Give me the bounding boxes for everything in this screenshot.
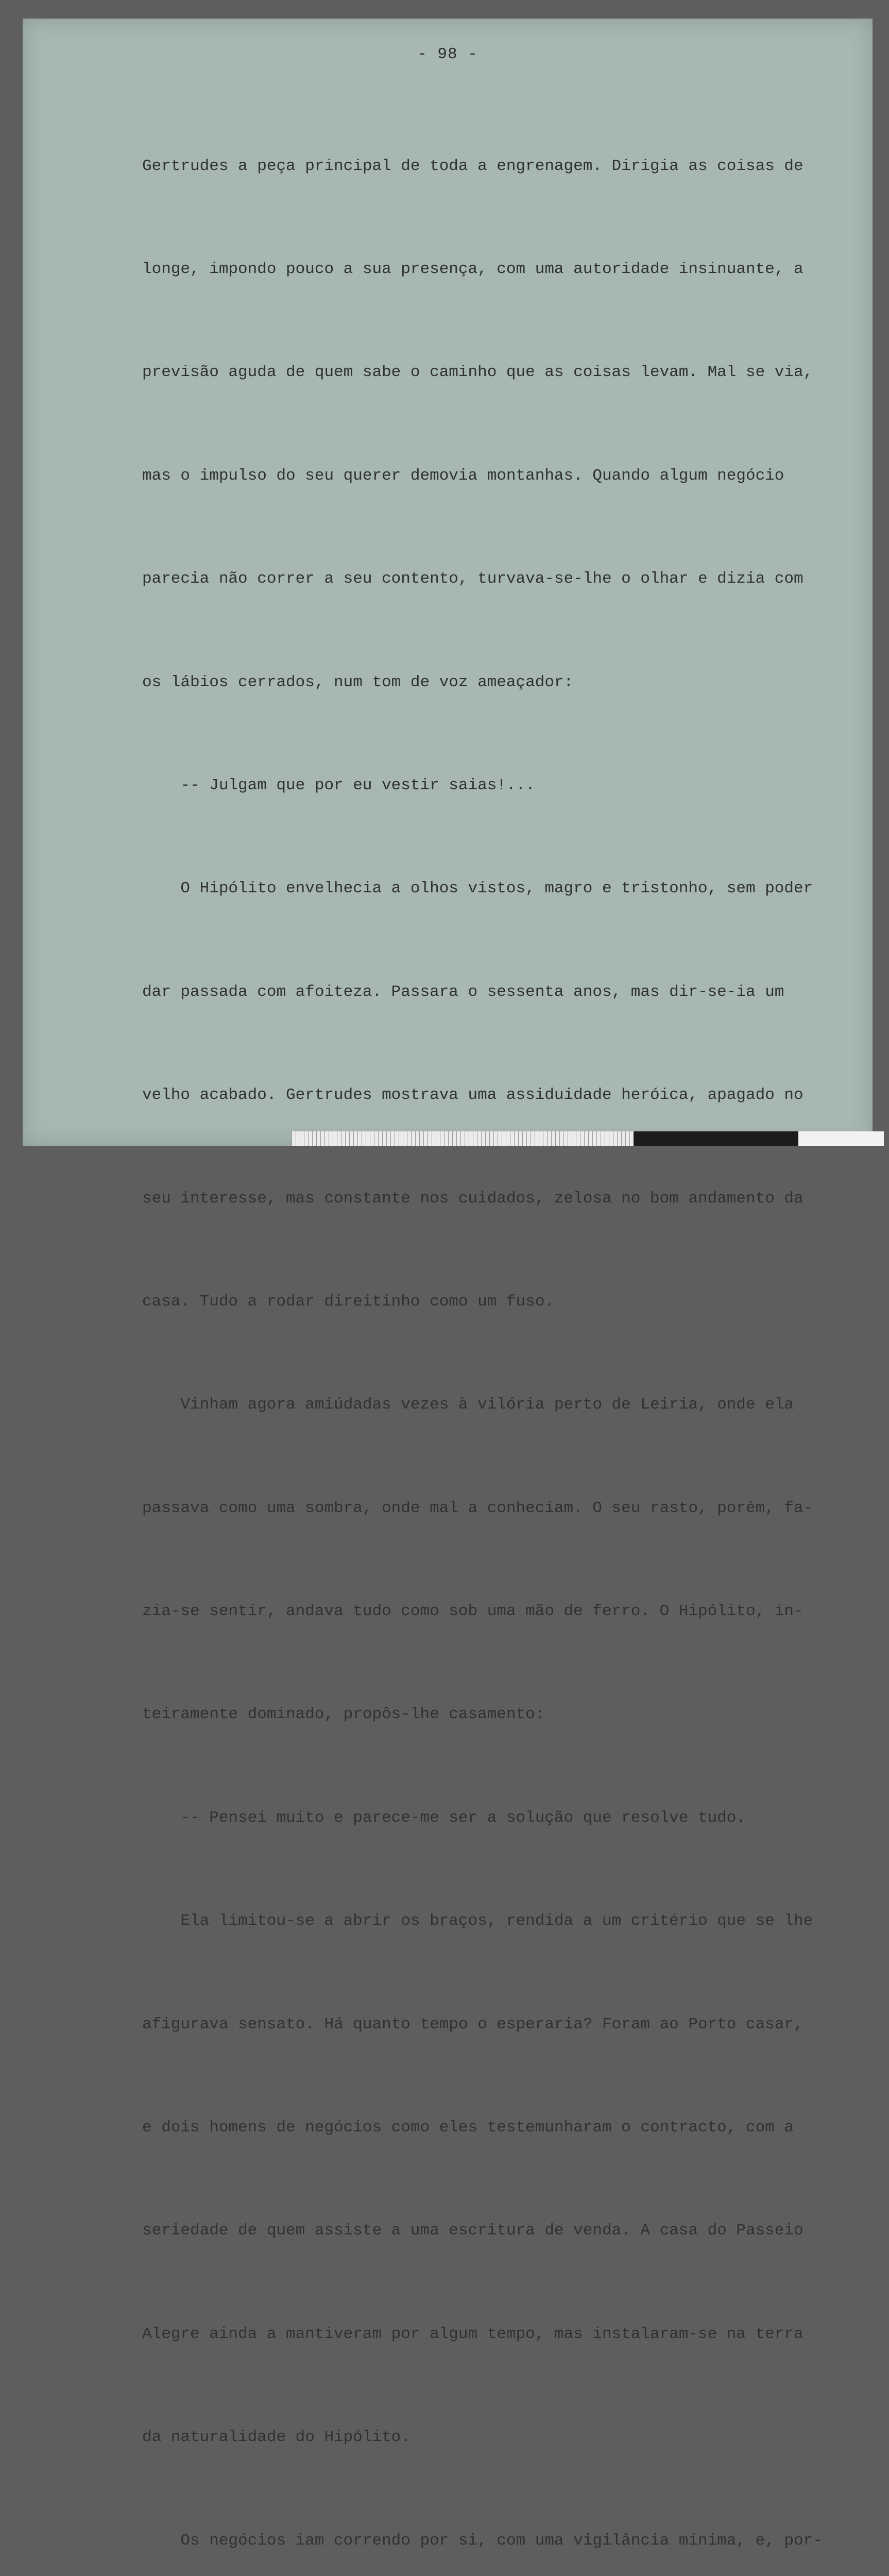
text-line: afigurava sensato. Há quanto tempo o esperaria? Foram ao Porto casar, [142, 2015, 803, 2033]
text-line: dar passada com afoiteza. Passara o sessenta anos, mas dir-se-ia um [142, 982, 784, 1001]
text-line: -- Pensei muito e parece-me ser a solução que resolve tudo. [142, 1808, 746, 1827]
text-line: Os negócios iam correndo por si, com uma vigilância mínima, e, por- [142, 2531, 823, 2550]
text-line: seu interesse, mas constante nos cuidados, zelosa no bom andamento da [142, 1189, 803, 1208]
text-line: passava como uma sombra, onde mal a conheciam. O seu rasto, porém, fa- [142, 1499, 813, 1517]
text-line: casa. Tudo a rodar direitinho como um fuso. [142, 1292, 554, 1311]
page-number: - 98 - [417, 45, 478, 63]
text-line: previsão aguda de quem sabe o caminho que as coisas levam. Mal se via, [142, 363, 813, 382]
text-line: e dois homens de negócios como eles testemunharam o contracto, com a [142, 2119, 794, 2137]
text-line: teiramente dominado, propôs-lhe casamento: [142, 1705, 545, 1724]
text-line: velho acabado. Gertrudes mostrava uma assiduidade heróica, apagado no [142, 1086, 803, 1105]
text-line: longe, impondo pouco a sua presença, com uma autoridade insinuante, a [142, 260, 803, 278]
typescript-body [142, 80, 889, 2576]
text-line: Gertrudes a peça principal de toda a engrenagem. Dirigia as coisas de [142, 157, 803, 175]
text-line: parecia não correr a seu contento, turvava-se-lhe o olhar e dizia com [142, 570, 803, 588]
text-line: mas o impulso do seu querer demovia montanhas. Quando algum negócio [142, 466, 784, 485]
text-line: Alegre ainda a mantiveram por algum tempo, mas instalaram-se na terra [142, 2325, 803, 2343]
text-line: zia-se sentir, andava tudo como sob uma mão de ferro. O Hipólito, in- [142, 1602, 803, 1621]
typescript-page [23, 19, 873, 2550]
text-line: -- Julgam que por eu vestir saias!... [142, 776, 535, 794]
text-line: os lábios cerrados, num tom de voz ameaçador: [142, 673, 574, 691]
text-line: da naturalidade do Hipólito. [142, 2428, 411, 2447]
text-line: O Hipólito envelhecia a olhos vistos, magro e tristonho, sem poder [142, 879, 813, 898]
text-line: seriedade de quem assiste a uma escritura de venda. A casa do Passeio [142, 2222, 803, 2240]
color-bar-black [634, 1131, 798, 1146]
text-line: Ela limitou-se a abrir os braços, rendida a um critério que se lhe [142, 1912, 813, 1930]
color-bar-white [798, 1131, 884, 1146]
text-line: Vinham agora amiúdadas vezes à vilória perto de Leiria, onde ela [142, 1396, 794, 1414]
